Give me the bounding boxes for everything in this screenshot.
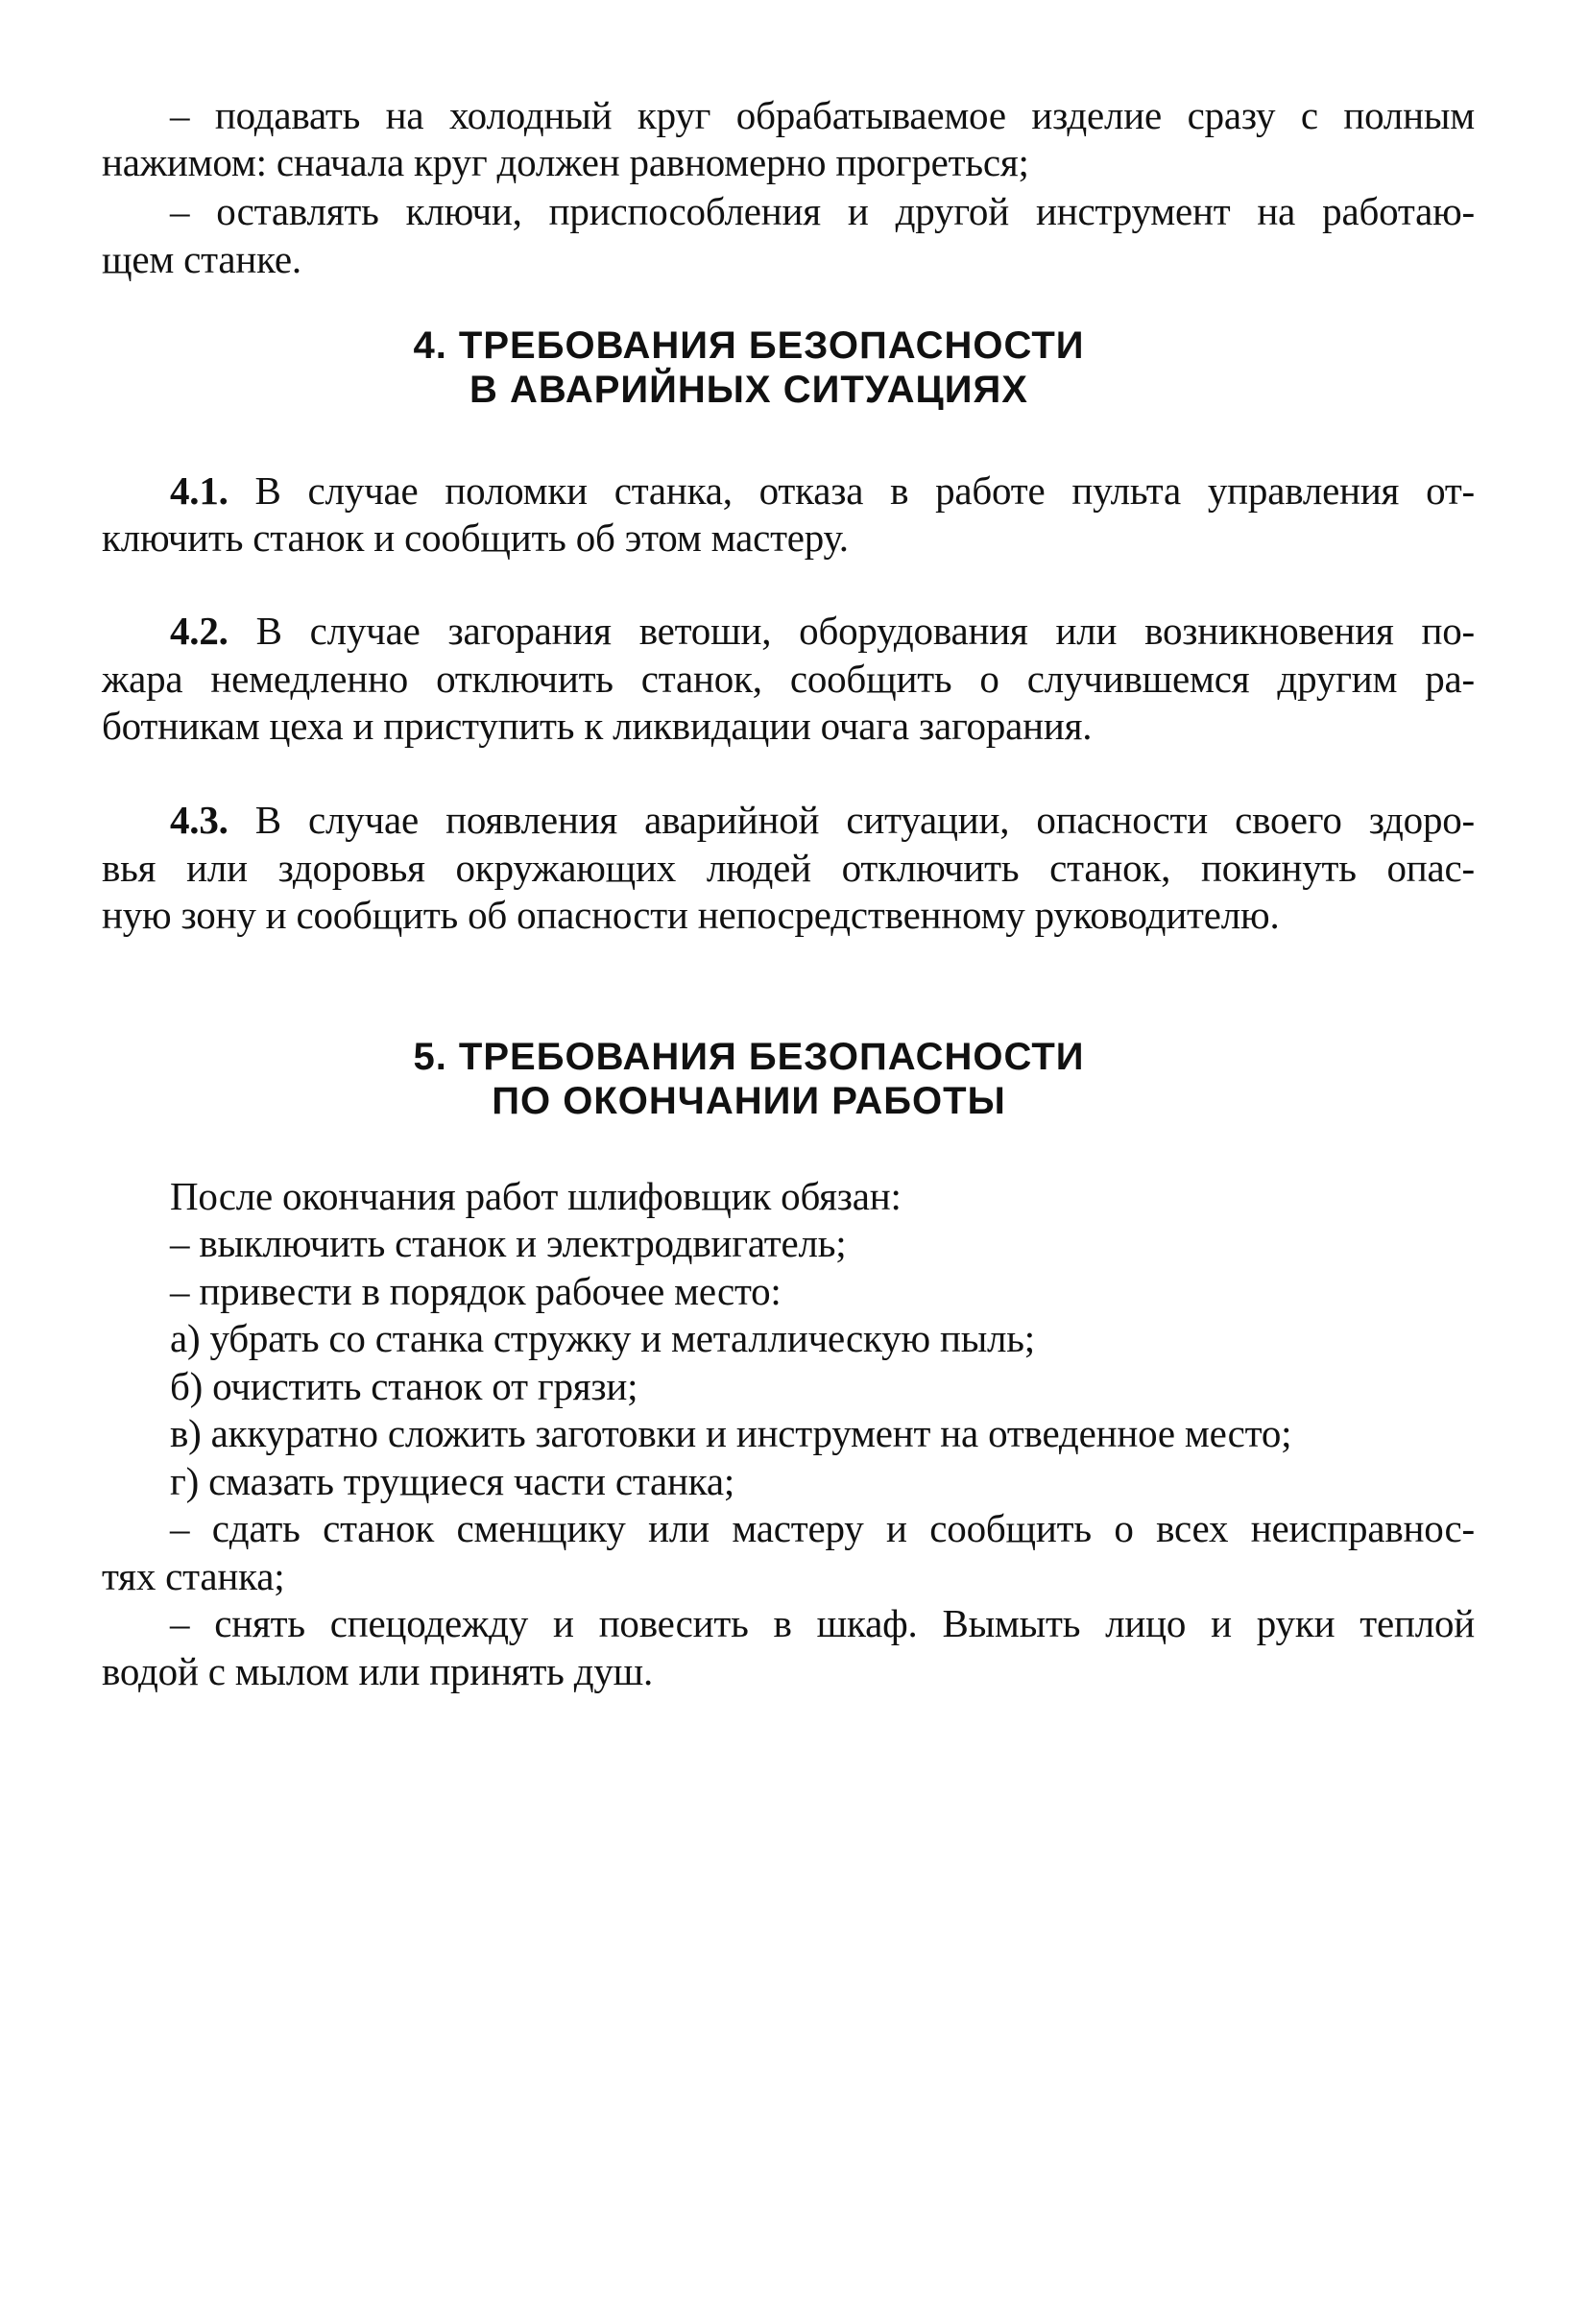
item-4-1-line-1	[170, 467, 1475, 515]
item-4-2-line-2: жара немедленно отключить станок, сообщить о случившемся другим ра-	[102, 657, 1475, 701]
section5-line-5: б) очистить станок от грязи;	[170, 1364, 638, 1408]
section5-line-10: – снять спецодежду и повесить в шкаф. Вымыть лицо и руки теплой	[170, 1601, 1475, 1645]
intro-line-3: – оставлять ключи, приспособления и другой инструмент на работаю-	[170, 189, 1475, 233]
section5-line-9: тях станка;	[102, 1554, 285, 1598]
item-4-3-line-2: вья или здоровья окружающих людей отключить станок, покинуть опас-	[102, 846, 1475, 890]
item-4-2-text: В случае загорания ветоши, оборудования или возникновения по-	[228, 609, 1475, 653]
intro-line-2: нажимом: сначала круг должен равномерно прогреться;	[102, 140, 1029, 184]
item-4-3-line-3: ную зону и сообщить об опасности непосредственному руководителю.	[102, 893, 1280, 937]
section5-line-3: – привести в порядок рабочее место:	[170, 1269, 782, 1313]
section5-line-2: – выключить станок и электродвигатель;	[170, 1221, 847, 1265]
section5-line-4: а) убрать со станка стружку и металлическую пыль;	[170, 1316, 1035, 1360]
section5-heading-line-1: 5. ТРЕБОВАНИЯ БЕЗОПАСНОСТИ	[413, 1036, 1085, 1078]
item-4-3-text: В случае появления аварийной ситуации, опасности своего здоро-	[228, 798, 1475, 842]
section5-line-8: – сдать станок сменщику или мастеру и сообщить о всех неисправнос-	[170, 1506, 1475, 1550]
item-4-1-line-2: ключить станок и сообщить об этом мастеру.	[102, 515, 849, 560]
item-4-3-line-1	[170, 796, 1475, 844]
item-4-2-line-1	[170, 607, 1475, 655]
section5-line-7: г) смазать трущиеся части станка;	[170, 1459, 735, 1503]
item-4-3-number: 4.3.	[170, 798, 229, 842]
intro-line-4: щем станке.	[102, 237, 301, 281]
section5-line-6: в) аккуратно сложить заготовки и инструмент на отведенное место;	[170, 1411, 1292, 1455]
section4-heading-line-1: 4. ТРЕБОВАНИЯ БЕЗОПАСНОСТИ	[413, 324, 1085, 367]
section5-line-11: водой с мылом или принять душ.	[102, 1649, 654, 1693]
item-4-1-text: В случае поломки станка, отказа в работе пульта управления от-	[228, 468, 1475, 513]
item-4-2-line-3: ботникам цеха и приступить к ликвидации очага загорания.	[102, 704, 1093, 748]
section5-heading-line-2: ПО ОКОНЧАНИИ РАБОТЫ	[492, 1080, 1006, 1122]
item-4-1-number: 4.1.	[170, 468, 229, 513]
section5-line-1: После окончания работ шлифовщик обязан:	[170, 1174, 902, 1218]
section4-heading-line-2: В АВАРИЙНЫХ СИТУАЦИЯХ	[469, 369, 1028, 411]
intro-line-1: – подавать на холодный круг обрабатываемое изделие сразу с полным	[170, 93, 1475, 137]
item-4-2-number: 4.2.	[170, 609, 229, 653]
